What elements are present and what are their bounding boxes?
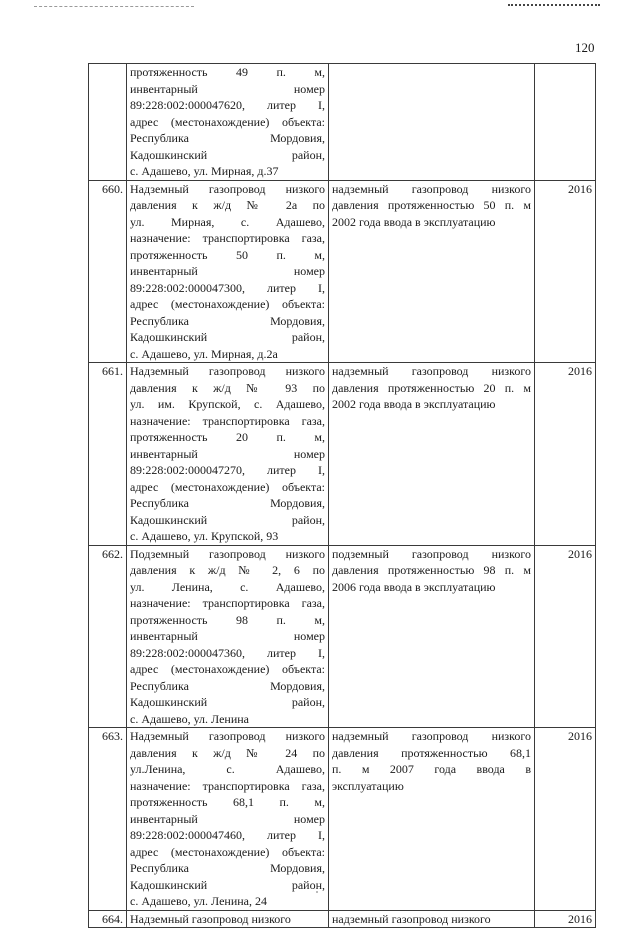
object-name-line: 89:228:002:000047300, литер I, bbox=[130, 280, 325, 295]
object-name-line: Республика Мордовия, bbox=[130, 861, 325, 875]
year-cell: 2016 bbox=[535, 728, 596, 911]
row-number: 663. bbox=[89, 728, 127, 911]
object-description-cell bbox=[329, 363, 535, 546]
object-name-line: давления к ж/д № 2а по bbox=[130, 198, 325, 212]
object-name-line: давления к ж/д № 93 по bbox=[130, 380, 325, 395]
object-name-line: Республика Мордовия, bbox=[130, 131, 325, 145]
object-name-line: Надземный газопровод низкого bbox=[130, 364, 325, 378]
scan-artifact-top-right bbox=[508, 4, 600, 10]
object-description-line: давления протяженностью 50 п. м bbox=[332, 198, 531, 212]
object-name-cell bbox=[127, 728, 329, 911]
object-name-line: Подземный газопровод низкого bbox=[130, 546, 325, 561]
object-description-line: 2006 года ввода в эксплуатацию bbox=[332, 579, 496, 594]
table-row bbox=[89, 180, 596, 363]
object-name-line: назначение: транспортировка газа, bbox=[130, 413, 325, 428]
object-name-line: протяженность 49 п. м, bbox=[130, 65, 325, 79]
object-name-line: инвентарный номер bbox=[130, 81, 325, 96]
object-name-line: Кадошкинский район, bbox=[130, 877, 325, 892]
scan-artifact-dot bbox=[316, 891, 318, 893]
object-description-line: надземный газопровод низкого bbox=[332, 181, 531, 196]
scan-artifact-top-left bbox=[34, 6, 194, 11]
object-name-line: давления к ж/д № 24 по bbox=[130, 745, 325, 760]
object-name-line: с. Адашево, ул. Ленина bbox=[130, 711, 250, 726]
object-description-line: п. м 2007 года ввода в bbox=[332, 762, 531, 776]
object-name-line: протяженность 50 п. м, bbox=[130, 247, 325, 262]
page-number: 120 bbox=[575, 40, 595, 55]
object-name-line: инвентарный номер bbox=[130, 629, 325, 643]
object-name-line: с. Адашево, ул. Ленина, 24 bbox=[130, 894, 268, 908]
object-name-line: с. Адашево, ул. Мирная, д.37 bbox=[130, 164, 279, 178]
object-description-line: 2002 года ввода в эксплуатацию bbox=[332, 397, 496, 411]
table-row bbox=[89, 728, 596, 911]
object-name-line: адрес (местонахождение) объекта: bbox=[130, 479, 325, 494]
object-name-line: адрес (местонахождение) объекта: bbox=[130, 297, 325, 311]
object-name-line: адрес (местонахождение) объекта: bbox=[130, 114, 325, 129]
object-name-line: Кадошкинский район, bbox=[130, 330, 325, 344]
object-name-line: 89:228:002:000047620, литер I, bbox=[130, 98, 325, 112]
object-description-cell bbox=[329, 180, 535, 363]
object-name-line: ул.Ленина, с. Адашево, bbox=[130, 762, 325, 776]
object-description-line: 2002 года ввода в эксплуатацию bbox=[332, 214, 496, 229]
object-description-cell bbox=[329, 910, 535, 928]
registry-table-body bbox=[89, 64, 596, 928]
object-name-line: Кадошкинский район, bbox=[130, 695, 325, 709]
object-name-line: Надземный газопровод низкого bbox=[130, 729, 325, 743]
object-description-line: надземный газопровод низкого bbox=[332, 364, 531, 378]
object-name-line: Кадошкинский район, bbox=[130, 512, 325, 527]
object-name-line: ул. Ленина, с. Адашево, bbox=[130, 579, 325, 594]
year-cell: 2016 bbox=[535, 180, 596, 363]
property-registry-table bbox=[88, 63, 596, 928]
row-number: 660. bbox=[89, 180, 127, 363]
year-cell bbox=[535, 64, 596, 181]
object-name-line: протяженность 20 п. м, bbox=[130, 430, 325, 444]
row-number: 661. bbox=[89, 363, 127, 546]
object-name-line: 89:228:002:000047270, литер I, bbox=[130, 463, 325, 477]
object-name-cell bbox=[127, 363, 329, 546]
object-name-line: с. Адашево, ул. Крупской, 93 bbox=[130, 529, 279, 543]
object-name-line: ул. Мирная, с. Адашево, bbox=[130, 214, 325, 229]
object-name-line: Надземный газопровод низкого bbox=[130, 911, 291, 926]
object-name-line: Республика Мордовия, bbox=[130, 313, 325, 328]
row-number: 664. bbox=[89, 910, 127, 928]
year-cell: 2016 bbox=[535, 363, 596, 546]
year-cell: 2016 bbox=[535, 545, 596, 728]
object-name-cell bbox=[127, 545, 329, 728]
object-description-line: давления протяженностью 68,1 bbox=[332, 745, 531, 760]
object-name-line: Надземный газопровод низкого bbox=[130, 181, 325, 196]
object-description-line: давления протяженностью 98 п. м bbox=[332, 563, 531, 577]
object-description-line: надземный газопровод низкого bbox=[332, 911, 491, 926]
object-name-line: с. Адашево, ул. Мирная, д.2а bbox=[130, 346, 278, 361]
object-name-line: Республика Мордовия, bbox=[130, 496, 325, 510]
object-name-line: инвентарный номер bbox=[130, 811, 325, 826]
object-description-cell bbox=[329, 728, 535, 911]
table-row bbox=[89, 363, 596, 546]
object-name-cell bbox=[127, 180, 329, 363]
table-row bbox=[89, 910, 596, 928]
object-description-cell bbox=[329, 545, 535, 728]
object-name-line: 89:228:002:000047460, литер I, bbox=[130, 828, 325, 842]
object-name-cell bbox=[127, 910, 329, 928]
object-name-line: 89:228:002:000047360, литер I, bbox=[130, 645, 325, 660]
object-name-line: давления к ж/д № 2, 6 по bbox=[130, 563, 325, 577]
row-number bbox=[89, 64, 127, 181]
object-name-line: адрес (местонахождение) объекта: bbox=[130, 844, 325, 859]
object-name-line: назначение: транспортировка газа, bbox=[130, 778, 325, 793]
object-name-line: Республика Мордовия, bbox=[130, 678, 325, 693]
row-number: 662. bbox=[89, 545, 127, 728]
table-row bbox=[89, 64, 596, 181]
object-description-line: надземный газопровод низкого bbox=[332, 729, 531, 743]
object-name-line: назначение: транспортировка газа, bbox=[130, 231, 325, 245]
object-name-line: инвентарный номер bbox=[130, 264, 325, 278]
object-name-line: ул. им. Крупской, с. Адашево, bbox=[130, 397, 325, 411]
object-description-cell bbox=[329, 64, 535, 181]
object-name-line: адрес (местонахождение) объекта: bbox=[130, 662, 325, 676]
table-row bbox=[89, 545, 596, 728]
object-name-cell bbox=[127, 64, 329, 181]
object-description-line: давления протяженностью 20 п. м bbox=[332, 380, 531, 395]
object-description-line: эксплуатацию bbox=[332, 778, 404, 793]
object-description-line: подземный газопровод низкого bbox=[332, 546, 531, 561]
object-name-line: протяженность 68,1 п. м, bbox=[130, 795, 325, 809]
object-name-line: назначение: транспортировка газа, bbox=[130, 596, 325, 610]
object-name-line: инвентарный номер bbox=[130, 446, 325, 461]
object-name-line: протяженность 98 п. м, bbox=[130, 612, 325, 627]
year-cell: 2016 bbox=[535, 910, 596, 928]
object-name-line: Кадошкинский район, bbox=[130, 147, 325, 162]
